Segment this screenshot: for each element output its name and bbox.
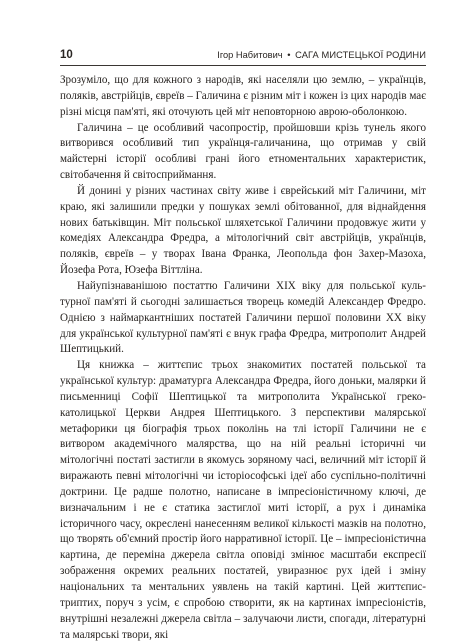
header-separator: •: [287, 50, 291, 60]
paragraph: Найупізнаванішою постаттю Галичини XIX віку для польської культурної пам'яті й сьогодні залишається творець комедій Александер Фредро. Однією з наймаркантніших постатей Галичини першої половини XX віку для української культурної пам'яті є внук графа Фредра, митрополит Андрей Шептицький.: [60, 279, 426, 356]
body-text: [60, 73, 426, 643]
paragraph: Ця книжка – життєпис трьох знакомитих постатей польської та української культур: драматурга Александра Фредра, його доньки, малярки й письменниці Софії Шептицької та митрополита Української греко-католицької Церкви Андрея Шептицького. З перспективи малярської метафорики ця біографія трьох поколінь на тлі історії Галичини не є витвором академічного малярства, що на ній реальні історичні чи мітологічні постаті застигли в якомусь зоряному часі, величний міт історії й виражають певні мітологічні чи історіософські ідеї або суспільно-політичні доктрини. Це радше полотно, написане в імпресіоністичному ключі, де визначальним і не є статика застиглої миті історії, а рух і динаміка історичного часу, окреслені нанесенням великої кількості мазків на полотно, що творять об'ємний простір його нарративної історії. Це – імпресіоністична картина, де переміна джерела світла оповіді змінює масштаби експресії зображення окремих реальних постатей, увиразнює рух ідей і зміну національних та ментальних уявлень на такій картині. Цей життєпис-триптих, поруч з усім, є спробою створити, як на картинах імпресіоністів, внутрішні незалежні джерела світла – залучаючи листи, спогади, літературні та малярські твори, які: [60, 359, 426, 641]
page-number: 10: [60, 49, 73, 61]
book-title: САГА МИСТЕЦЬКОЇ РОДИНИ: [295, 50, 426, 60]
paragraph: Й донині у різних частинах світу живе і єврейський міт Галичини, міт краю, які залишили предки у пошуках землі обітованної, для віднайдення нових батьківщин. Міт польської шляхетської Галичини продовжує жити у комедіях Александра Фредра, а мітологічний світ австрійців, українців, поляків, євреїв – у творах Івана Франка, Леопольда фон Захер-Мазоха, Йозефа Рота, Юзефа Віттліна.: [60, 184, 426, 277]
author-name: Ігор Набитович: [217, 50, 283, 60]
header-rule: [60, 65, 426, 66]
paragraph: Галичина – це особливий часопростір, пройшовши крізь тунель якого витворився особливий тип українця-галичанина, що отримав у свій майстерні історії особливі грані його етноментальних характеристик, світобачення й світосприймання.: [60, 121, 426, 182]
running-head: [217, 50, 426, 60]
paragraph: Зрозуміло, що для кожного з народів, які населяли цю землю, – українців, поляків, австрійців, євреїв – Галичина є різним міт і кожен із цих народів має різні місця пам'яті, які оточують цей міт неповторною аврою-оболонкою.: [60, 74, 426, 118]
running-header: [60, 49, 426, 63]
